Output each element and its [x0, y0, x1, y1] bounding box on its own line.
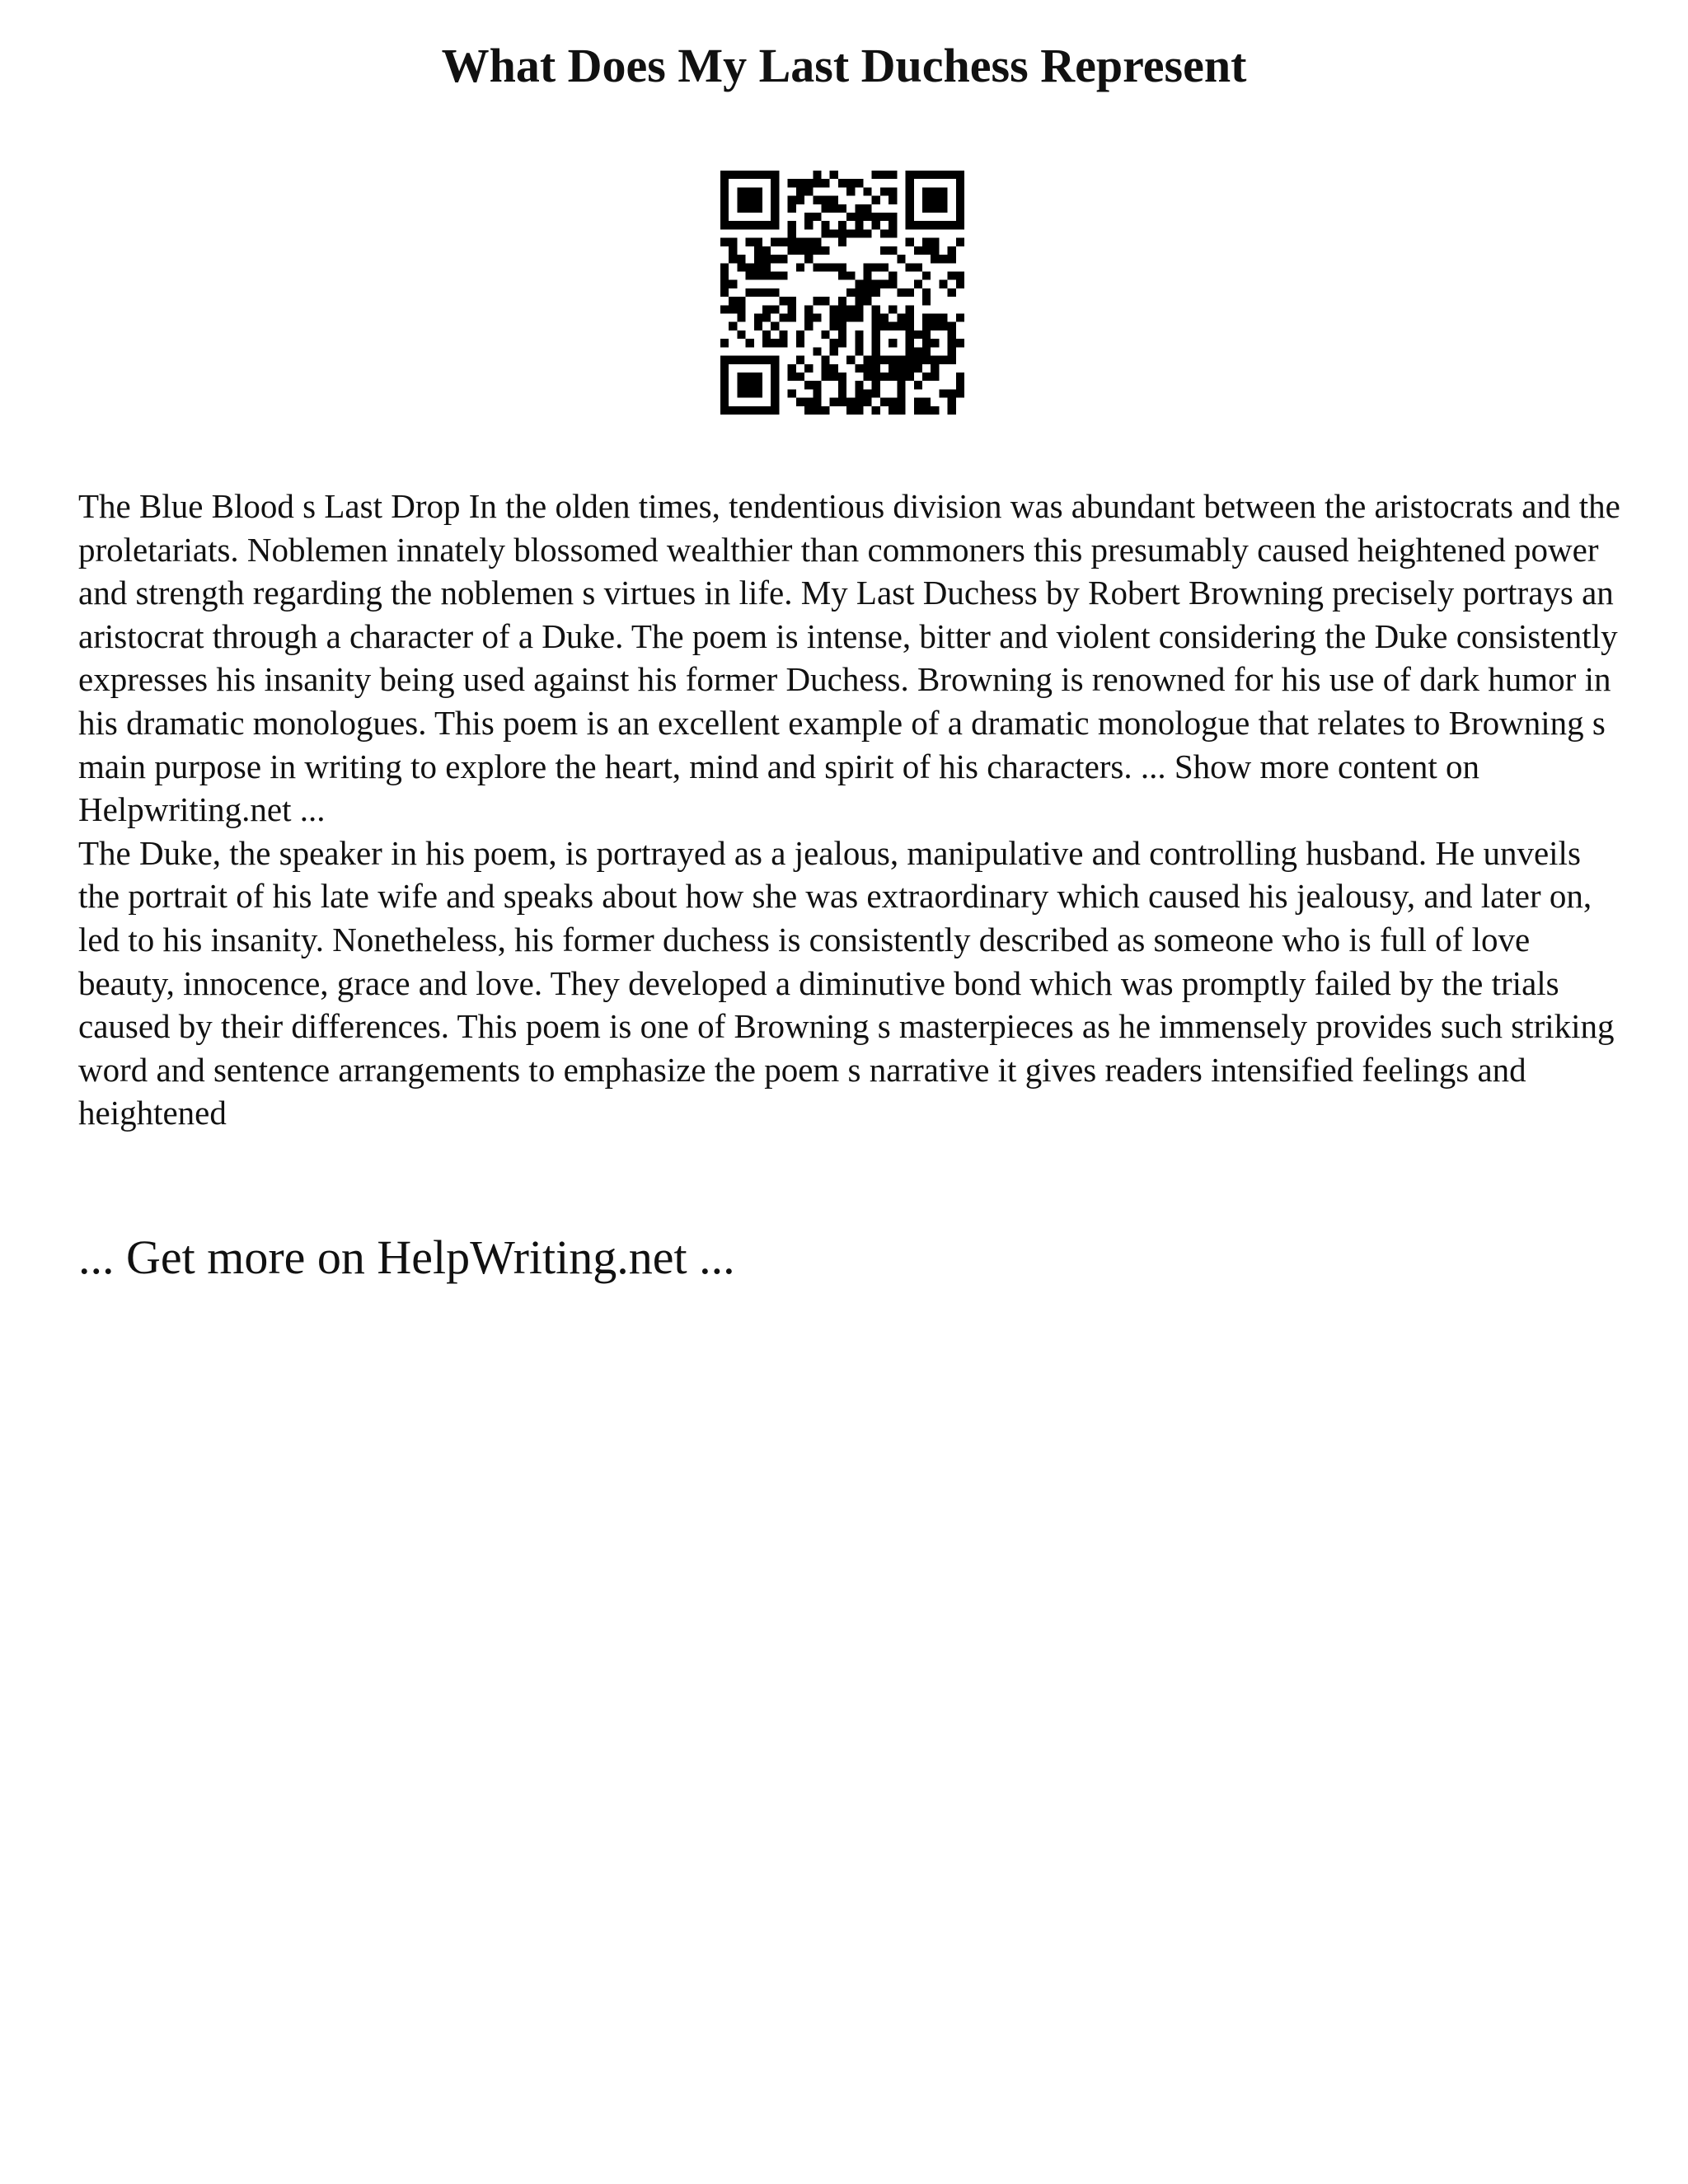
qr-code-icon[interactable] — [720, 171, 964, 415]
paragraph-2: The Duke, the speaker in his poem, is portrayed as a jealous, manipulative and controlling husband. He unveils the portrait of his late wife and speaks about how she was extraordinary which caused his jealousy, and later on, led to his insanity. Nonetheless, his former duchess is consistently described as someone who is full of love beauty, innocence, grace and love. They developed a diminutive bond which was promptly failed by the trials caused by their differences. This poem is one of Browning s masterpieces as he immensely provides such striking word and sentence arrangements to emphasize the poem s narrative it gives readers intensified feelings and heightened — [78, 833, 1615, 1132]
document-title: What Does My Last Duchess Represent — [441, 39, 1247, 92]
get-more-link[interactable]: ... Get more on HelpWriting.net ... — [78, 1230, 735, 1284]
qr-code-graphic — [720, 171, 964, 415]
paragraph-1: The Blue Blood s Last Drop In the olden times, tendentious division was abundant between the aristocrats and the proletariats. Noblemen innately blossomed wealthier than commoners this presumably caused heightened power and strength regarding the noblemen s virtues in life. My Last Duchess by Robert Browning precisely portrays an aristocrat through a character of a Duke. The poem is intense, bitter and violent considering the Duke consistently expresses his insanity being used against his former Duchess. Browning is renowned for his use of dark humor in his dramatic monologues. This poem is an excellent example of a dramatic monologue that relates to Browning s main purpose in writing to explore the heart, mind and spirit of his characters. ... Show more content on Helpwriting.net ... — [78, 487, 1620, 829]
document-body — [78, 485, 1628, 1135]
